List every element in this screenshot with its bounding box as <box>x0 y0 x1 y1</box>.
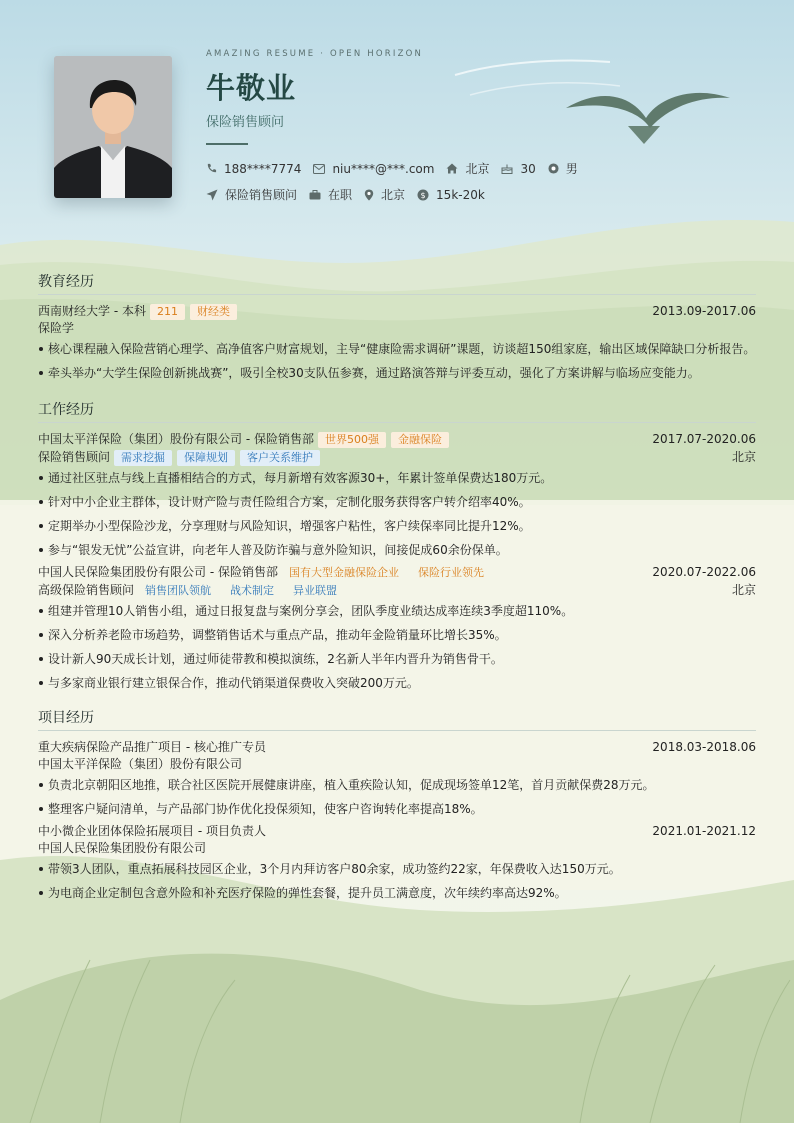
company-tag: 保险行业领先 <box>417 565 484 579</box>
school-tag: 211 <box>150 304 185 320</box>
project-header <box>38 823 756 840</box>
project-org-line <box>38 756 756 773</box>
projects-section <box>38 708 756 905</box>
job-position-line <box>38 449 756 466</box>
salary-text: 15k-20k <box>436 187 485 202</box>
job-position: 保险销售顾问 <box>38 450 111 464</box>
profile-photo <box>54 56 172 198</box>
project-org: 中国人民保险集团股份有限公司 <box>38 841 207 855</box>
job-date: 2020.07-2022.06 <box>652 565 756 579</box>
education-section <box>38 272 756 385</box>
home-city-item <box>446 160 489 177</box>
section-title: 项目经历 <box>38 708 756 731</box>
education-bullet: 牵头举办“大学生保险创新挑战赛”，吸引全校30支队伍参赛，通过路演答辩与评委互动，强化了方案讲解与临场应变能力。 <box>38 361 756 385</box>
candidate-role: 保险销售顾问 <box>206 115 285 130</box>
project-bullet: 负责北京朝阳区地推，联合社区医院开展健康讲座，植入重疾险认知，促成现场签单12笔，首月贡献保费28万元。 <box>38 773 756 797</box>
skill-tag: 需求挖掘 <box>114 450 172 466</box>
mail-icon <box>313 164 325 174</box>
education-header <box>38 303 756 320</box>
major-line <box>38 320 756 337</box>
project-date: 2021.01-2021.12 <box>652 824 756 838</box>
job-intent-row <box>206 186 497 203</box>
education-bullet: 核心课程融入保险营销心理学、高净值客户财富规划，主导“健康险需求调研”课题，访谈超150组家庭，输出区域保障缺口分析报告。 <box>38 337 756 361</box>
school-name: 西南财经大学 - 本科 <box>38 304 146 318</box>
job-bullet: 参与“银发无忧”公益宣讲，向老年人普及防诈骗与意外险知识，间接促成60余份保单。 <box>38 538 756 562</box>
candidate-name: 牛敬业 <box>206 71 297 105</box>
project-bullet: 为电商企业定制包含意外险和补充医疗保险的弹性套餐，提升员工满意度，次年续约率高达92%。 <box>38 881 756 905</box>
phone-item <box>206 162 301 176</box>
company-name: 中国人民保险集团股份有限公司 - 保险销售部 <box>38 565 278 579</box>
age-item <box>501 162 535 176</box>
person-portrait-icon <box>54 56 172 198</box>
job-bullet: 与多家商业银行建立银保合作，推动代销渠道保费收入突破200万元。 <box>38 671 756 695</box>
section-title: 工作经历 <box>38 400 756 423</box>
project-date: 2018.03-2018.06 <box>652 740 756 754</box>
svg-text:$: $ <box>420 190 426 200</box>
target-city-item <box>364 186 405 203</box>
job-bullet: 通过社区驻点与线上直播相结合的方式，每月新增有效客源30+，年累计签单保费达180万元。 <box>38 466 756 490</box>
phone-text: 188****7774 <box>224 161 302 176</box>
job-header <box>38 564 756 581</box>
company-tag: 国有大型金融保险企业 <box>288 565 399 579</box>
job-status-text: 在职 <box>328 188 353 202</box>
company-tag: 金融保险 <box>391 432 449 448</box>
project-header <box>38 739 756 756</box>
gender-icon <box>548 163 559 174</box>
salary-item <box>417 188 485 202</box>
phone-icon <box>206 163 217 174</box>
job-bullet: 定期举办小型保险沙龙，分享理财与风险知识，增强客户粘性，客户续保率同比提升12%。 <box>38 514 756 538</box>
skill-tag: 战术制定 <box>230 583 275 597</box>
skill-tag: 保障规划 <box>177 450 235 466</box>
job-date: 2017.07-2020.06 <box>652 432 756 446</box>
skill-tag: 异业联盟 <box>293 583 338 597</box>
title-divider <box>206 143 248 145</box>
work-section <box>38 400 756 695</box>
project-org-line <box>38 840 756 857</box>
send-icon <box>206 189 218 201</box>
job-position: 高级保险销售顾问 <box>38 583 135 597</box>
cake-icon <box>501 163 513 174</box>
project-name: 重大疾病保险产品推广项目 - 核心推广专员 <box>38 740 266 754</box>
education-date: 2013.09-2017.06 <box>652 304 756 318</box>
header-tagline: AMAZING RESUME · OPEN HORIZON <box>206 49 424 59</box>
target-position-item <box>206 186 297 203</box>
job-city: 北京 <box>731 450 756 464</box>
job-position-line <box>38 582 756 599</box>
section-title: 教育经历 <box>38 272 756 295</box>
project-bullet: 带领3人团队，重点拓展科技园区企业，3个月内拜访客户80余家，成功签约22家，年保费收入达150万元。 <box>38 857 756 881</box>
job-city: 北京 <box>731 583 756 597</box>
home-city-text: 北京 <box>465 162 490 176</box>
age-text: 30 <box>520 161 536 176</box>
gender-text: 男 <box>565 162 578 176</box>
project-org: 中国太平洋保险（集团）股份有限公司 <box>38 757 243 771</box>
job-header <box>38 431 756 448</box>
job-bullet: 设计新人90天成长计划，通过师徒带教和模拟演练，2名新人半年内晋升为销售骨干。 <box>38 647 756 671</box>
home-icon <box>446 163 458 174</box>
project-bullet: 整理客户疑问清单，与产品部门协作优化投保须知，使客户咨询转化率提高18%。 <box>38 797 756 821</box>
location-pin-icon <box>364 189 374 201</box>
briefcase-icon <box>309 190 321 200</box>
gender-item <box>548 160 578 177</box>
contact-info-row <box>206 160 590 177</box>
company-name: 中国太平洋保险（集团）股份有限公司 - 保险销售部 <box>38 432 314 446</box>
job-bullet: 针对中小企业主群体，设计财产险与责任险组合方案，定制化服务获得客户转介绍率40%。 <box>38 490 756 514</box>
target-city-text: 北京 <box>381 188 406 202</box>
target-position-text: 保险销售顾问 <box>225 188 298 202</box>
email-text: niu****@***.com <box>332 161 435 176</box>
email-item <box>313 162 434 176</box>
company-tag: 世界500强 <box>318 432 386 448</box>
major-text: 保险学 <box>38 321 75 335</box>
skill-tag: 销售团队领航 <box>145 583 212 597</box>
skill-tag: 客户关系维护 <box>240 450 320 466</box>
job-status-item <box>309 186 352 203</box>
project-name: 中小微企业团体保险拓展项目 - 项目负责人 <box>38 824 266 838</box>
salary-icon <box>417 189 429 201</box>
job-bullet: 组建并管理10人销售小组，通过日报复盘与案例分享会，团队季度业绩达成率连续3季度超110%。 <box>38 599 756 623</box>
job-bullet: 深入分析养老险市场趋势，调整销售话术与重点产品，推动年金险销量环比增长35%。 <box>38 623 756 647</box>
school-tag: 财经类 <box>190 304 237 320</box>
